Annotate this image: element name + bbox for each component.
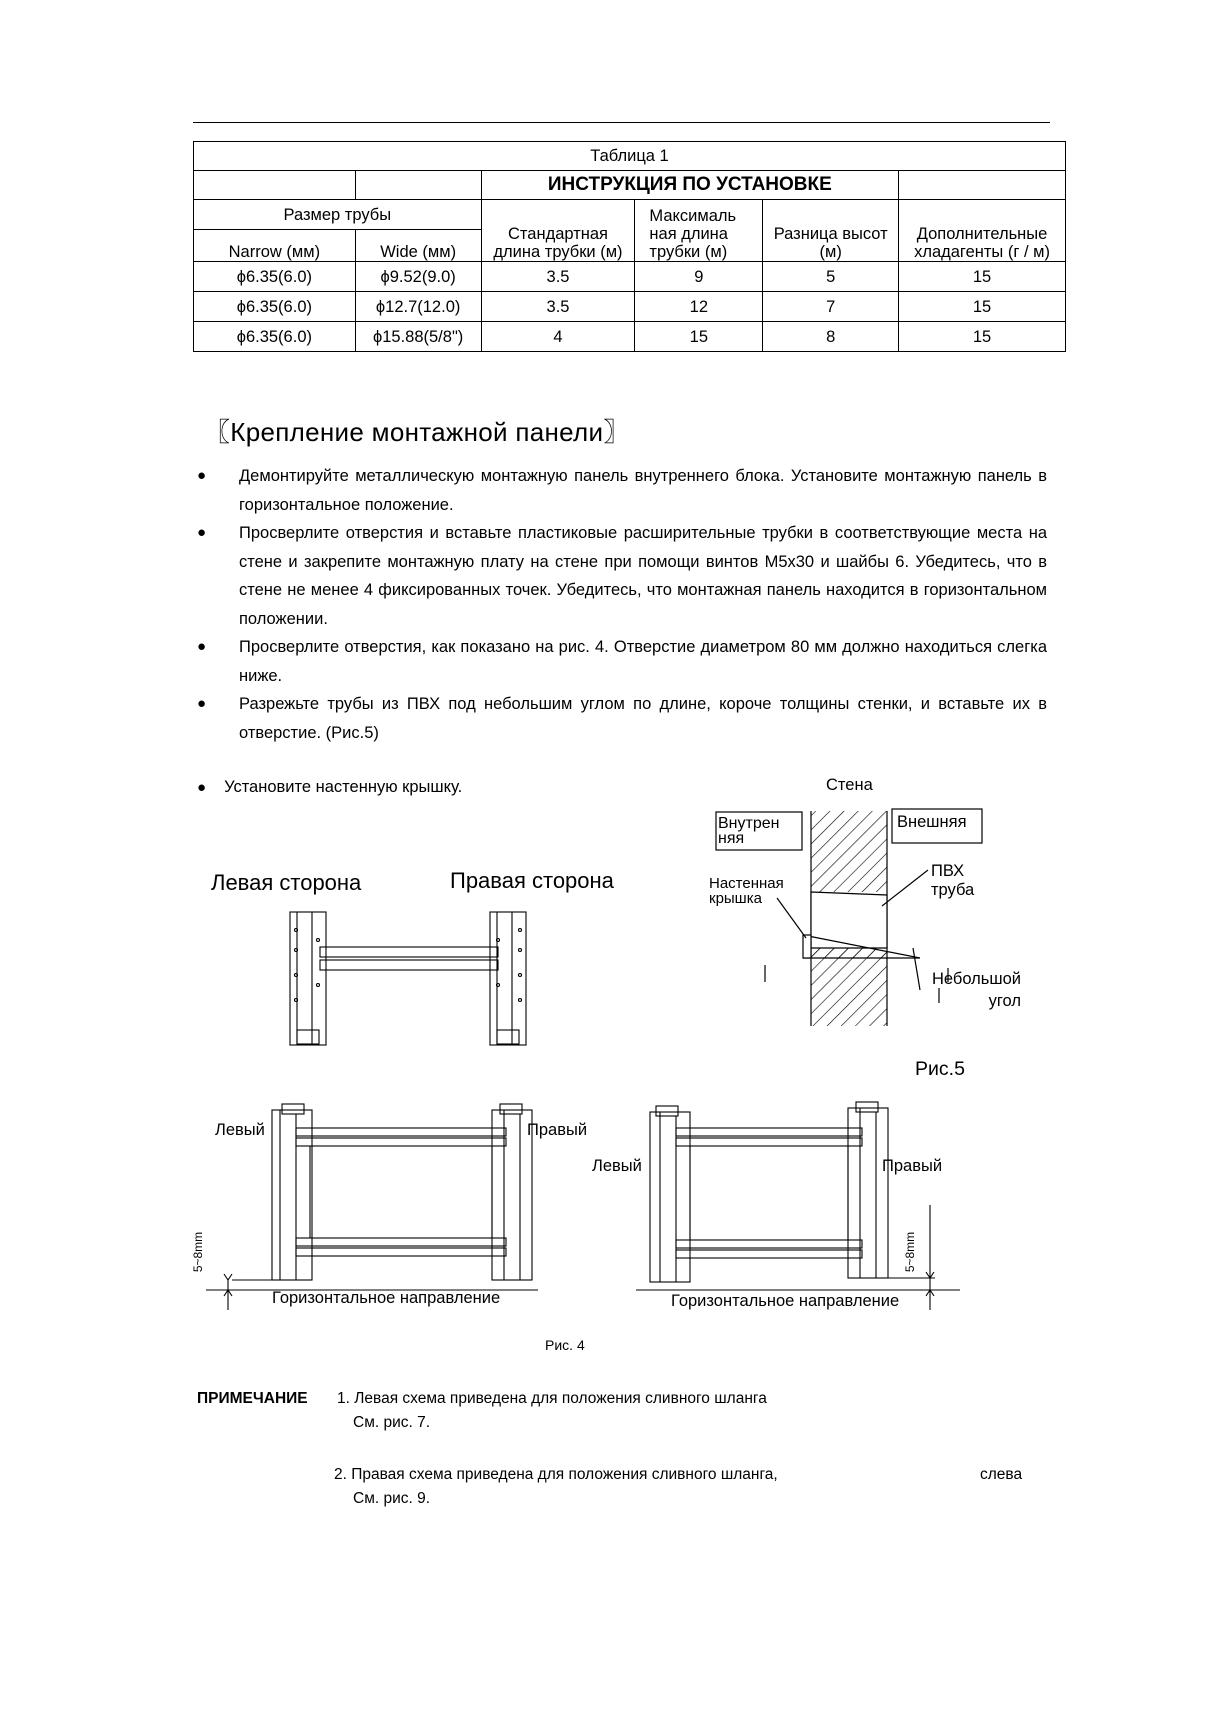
cell-wide: ϕ15.88(5/8") xyxy=(355,322,481,352)
list-item-wall-cap: ● Установите настенную крышку. xyxy=(197,778,463,796)
cell-std: 4 xyxy=(481,322,635,352)
std-length-header: Стандартная длина трубки (м) xyxy=(481,200,635,262)
fig4-horizontal-label-1: Горизонтальное направление xyxy=(272,1289,501,1307)
cell-diff: 7 xyxy=(763,292,899,322)
fig5-cap-label: Настенная крышка xyxy=(709,875,784,907)
cell-ref: 15 xyxy=(899,292,1066,322)
note-2: 2. Правая схема приведена для положения сливного шланга, xyxy=(334,1466,778,1483)
wall-cap xyxy=(803,935,811,958)
cell-ref: 15 xyxy=(899,322,1066,352)
cell-narrow: ϕ6.35(6.0) xyxy=(194,292,356,322)
fig4-left-label-1: Левый xyxy=(215,1121,265,1139)
note-1-ref: См. рис. 7. xyxy=(353,1414,431,1431)
cell-std: 3.5 xyxy=(481,292,635,322)
mounting-plate-sides xyxy=(290,912,526,1045)
note-label: ПРИМЕЧАНИЕ xyxy=(197,1390,308,1407)
cell-narrow: ϕ6.35(6.0) xyxy=(194,322,356,352)
left-side-label: Левая сторона xyxy=(211,870,362,895)
fig5-inner-label: Внутрен няя xyxy=(718,815,780,847)
fig5-wall-label: Стена xyxy=(826,776,873,794)
fig4-gap-label-2: 5~8mm xyxy=(903,1231,918,1273)
list-item: ● Демонтируйте металлическую монтажную панель внутреннего блока. Установите монтажную панель в горизонтальное положение. xyxy=(197,462,1047,519)
max-length-header: Максималь ная длина трубки (м) xyxy=(635,200,763,262)
note-1: 1. Левая схема приведена для положения сливного шланга xyxy=(337,1390,767,1407)
fig5-outer-label: Внешняя xyxy=(897,813,967,831)
fig5-pvc-label: ПВХ труба xyxy=(931,862,975,899)
note-2-ref: См. рис. 9. xyxy=(353,1490,431,1507)
fig5-caption: Рис.5 xyxy=(915,1058,965,1080)
fig4-gap-label-1: 5~8mm xyxy=(191,1231,206,1273)
table-caption: Таблица 1 xyxy=(194,142,1066,171)
fig5-angle-label: Небольшой угол xyxy=(931,970,1021,1010)
list-item: ● Просверлите отверстия и вставьте пластиковые расширительные трубки в соответствующие места на стене и закрепите монтажную плату на стене при помощи винтов M5x30 и шайбы 6. Убедитесь, что в стене не менее 4 фиксированных точек. Убедитесь, что монтажная панель находится в горизонтальном положении. xyxy=(197,519,1047,633)
cell-wide: ϕ9.52(9.0) xyxy=(355,262,481,292)
fig4-right-label-2: Правый xyxy=(882,1157,943,1175)
fig4-caption: Рис. 4 xyxy=(545,1337,585,1353)
table-title: ИНСТРУКЦИЯ ПО УСТАНОВКЕ xyxy=(481,171,898,200)
cell-narrow: ϕ6.35(6.0) xyxy=(194,262,356,292)
pipe-size-header: Размер трубы xyxy=(194,200,482,230)
fig4-right-label-1: Правый xyxy=(527,1121,588,1139)
note-2-extra: слева xyxy=(980,1466,1023,1483)
narrow-header: Narrow (мм) xyxy=(194,230,356,262)
cell-diff: 5 xyxy=(763,262,899,292)
list-item: ● Просверлите отверстия, как показано на рис. 4. Отверстие диаметром 80 мм должно находиться слегка ниже. xyxy=(197,633,1047,690)
fig4-right-assembly xyxy=(636,1102,960,1310)
cell-wide: ϕ12.7(12.0) xyxy=(355,292,481,322)
fig4-left-label-2: Левый xyxy=(592,1157,642,1175)
cell-max: 12 xyxy=(635,292,763,322)
refrigerant-header: Дополнительные хладагенты (г / м) xyxy=(899,200,1066,262)
cell-std: 3.5 xyxy=(481,262,635,292)
cell-max: 9 xyxy=(635,262,763,292)
cell-max: 15 xyxy=(635,322,763,352)
pvc-pipe xyxy=(811,892,887,948)
cell-diff: 8 xyxy=(763,322,899,352)
cell-ref: 15 xyxy=(899,262,1066,292)
list-item: ● Разрежьте трубы из ПВХ под небольшим углом по длине, короче толщины стенки, и вставьте их в отверстие. (Рис.5) xyxy=(197,690,1047,747)
bullet-icon: ● xyxy=(197,779,207,796)
fig4-horizontal-label-2: Горизонтальное направление xyxy=(671,1292,900,1310)
height-diff-header: Разница высот (м) xyxy=(763,200,899,262)
section-title: 〖Крепление монтажной панели〗 xyxy=(204,417,630,447)
right-side-label: Правая сторона xyxy=(450,868,614,893)
wide-header: Wide (мм) xyxy=(355,230,481,262)
